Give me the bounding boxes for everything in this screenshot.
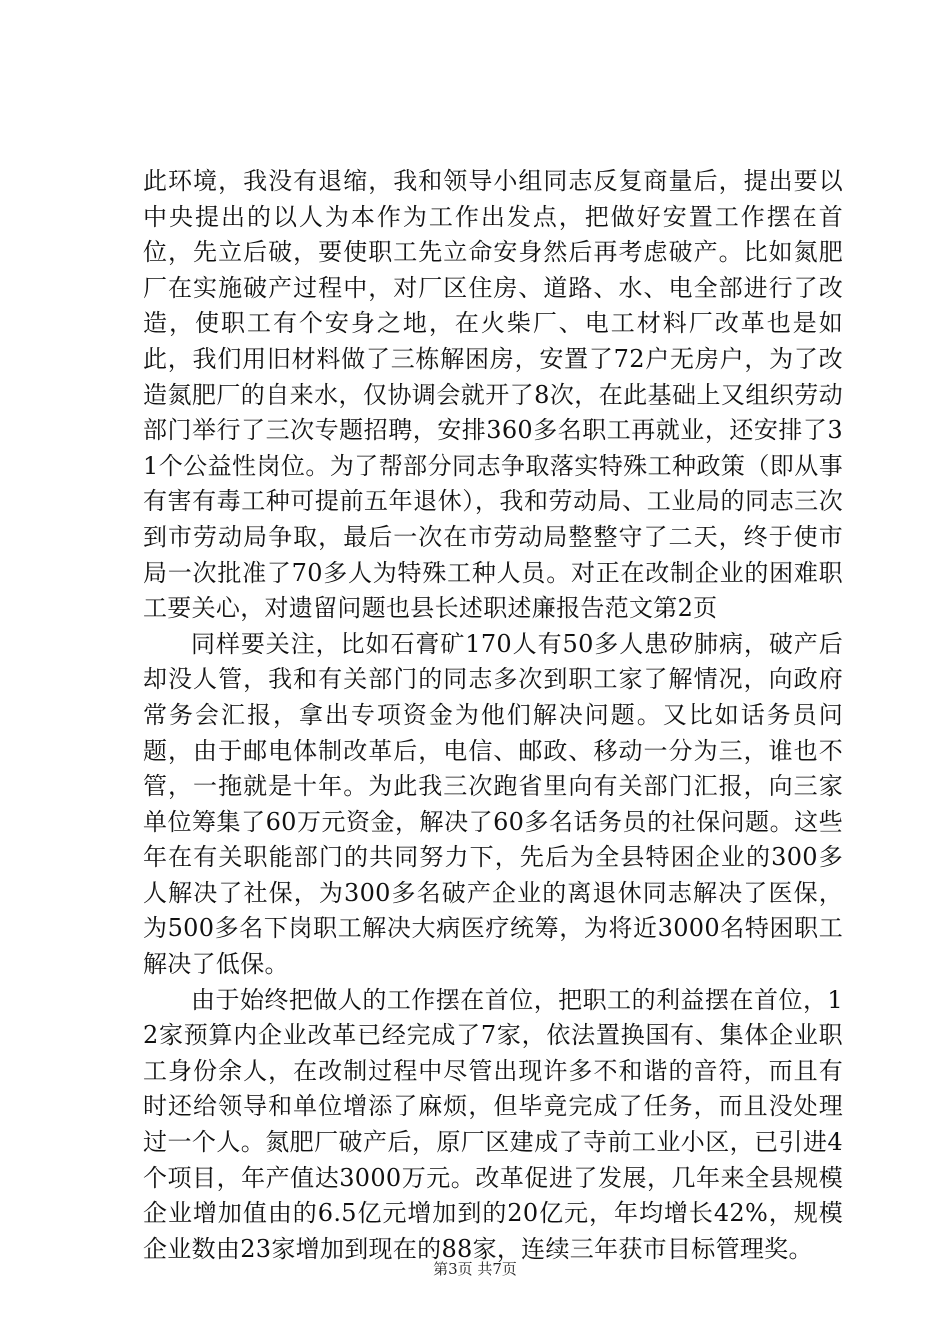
- page-footer: [0, 1258, 950, 1279]
- paragraph-1: 此环境，我没有退缩，我和领导小组同志反复商量后，提出要以中央提出的以人为本作为工作出发点，把做好安置工作摆在首位，先立后破，要使职工先立命安身然后再考虑破产。比如氮肥厂在实施破产过程中，对厂区住房、道路、水、电全部进行了改造，使职工有个安身之地，在火柴厂、电工材料厂改革也是如此，我们用旧材料做了三栋解困房，安置了72户无房户，为了改造氮肥厂的自来水，仅协调会就开了8次，在此基础上又组织劳动部门举行了三次专题招聘，安排360多名职工再就业，还安排了31个公益性岗位。为了帮部分同志争取落实特殊工种政策（即从事有害有毒工种可提前五年退休），我和劳动局、工业局的同志三次到市劳动局争取，最后一次在市劳动局整整守了二天，终于使市局一次批准了70多人为特殊工种人员。对正在改制企业的困难职工要关心，对遗留问题也县长述职述廉报告范文第2页: [143, 167, 843, 623]
- paragraph-2: 同样要关注，比如石膏矿170人有50多人患矽肺病，破产后却没人管，我和有关部门的同志多次到职工家了解情况，向政府常务会汇报，拿出专项资金为他们解决问题。又比如话务员问题，由于邮电体制改革后，电信、邮政、移动一分为三，谁也不管，一拖就是十年。为此我三次跑省里向有关部门汇报，向三家单位筹集了60万元资金，解决了60多名话务员的社保问题。这些年在有关职能部门的共同努力下，先后为全县特困企业的300多人解决了社保，为300多名破产企业的离退休同志解决了医保，为500多名下岗职工解决大病医疗统筹，为将近3000名特困职工解决了低保。: [143, 629, 843, 979]
- document-body: [143, 164, 843, 1267]
- page-indicator: 第3页 共7页: [433, 1260, 517, 1278]
- paragraph-3: 由于始终把做人的工作摆在首位，把职工的利益摆在首位，12家预算内企业改革已经完成了7家，依法置换国有、集体企业职工身份余人，在改制过程中尽管出现许多不和谐的音符，而且有时还给领导和单位增添了麻烦，但毕竟完成了任务，而且没处理过一个人。氮肥厂破产后，原厂区建成了寺前工业小区，已引进4个项目，年产值达3000万元。改革促进了发展，几年来全县规模企业增加值由的6.5亿元增加到的20亿元，年均增长42%，规模企业数由23家增加到现在的88家，连续三年获市目标管理奖。: [143, 985, 843, 1263]
